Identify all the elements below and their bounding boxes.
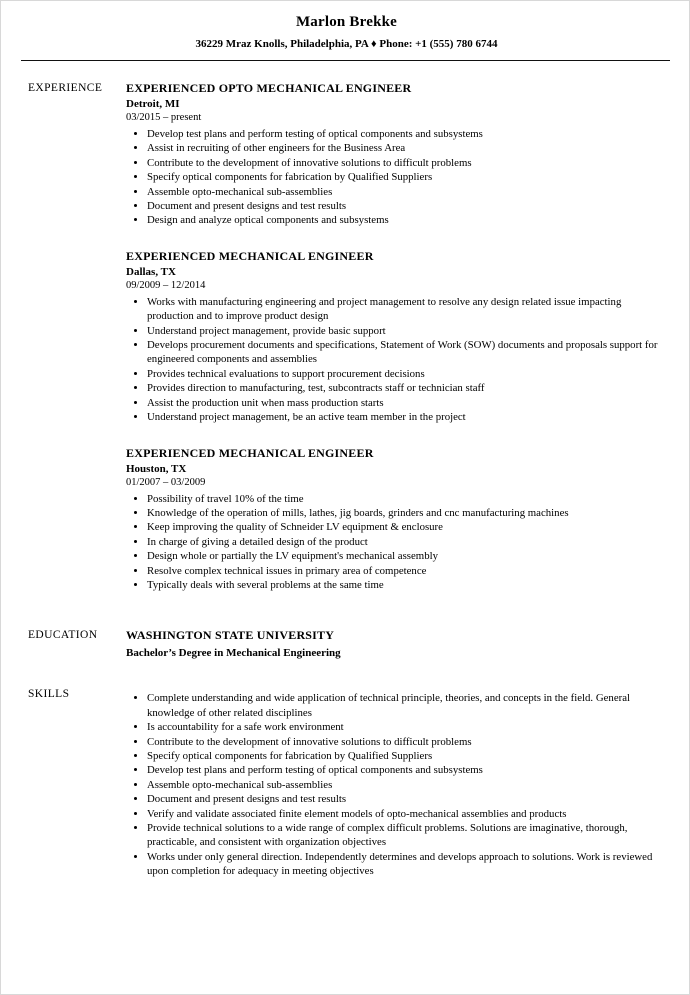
job-bullet-list <box>126 295 665 425</box>
bullet-item: • Resolve complex technical issues in primary area of competence <box>147 564 665 578</box>
experience-content <box>126 81 665 592</box>
bullet-item: • Verify and validate associated finite element models of opto-mechanical assemblies and products <box>147 807 665 821</box>
bullet-item: • Design whole or partially the LV equipment's mechanical assembly <box>147 549 665 563</box>
job-dates: 03/2015 – present <box>126 112 202 123</box>
bullet-item: • Contribute to the development of innovative solutions to difficult problems <box>147 156 665 170</box>
bullet-item: • Knowledge of the operation of mills, lathes, jig boards, grinders and cnc manufacturing machines <box>147 506 665 520</box>
bullet-item: • Keep improving the quality of Schneider LV equipment & enclosure <box>147 520 665 534</box>
bullet-item: • Specify optical components for fabrication by Qualified Suppliers <box>147 170 665 184</box>
section-label-skills: SKILLS <box>28 688 70 701</box>
job-entry <box>126 249 665 425</box>
bullet-item: • Document and present designs and test results <box>147 199 665 213</box>
job-bullet-list <box>126 492 665 593</box>
job-location: Houston, TX <box>126 462 187 475</box>
header-divider <box>21 60 670 61</box>
bullet-item: • Provides technical evaluations to support procurement decisions <box>147 367 665 381</box>
bullet-item: • Develop test plans and perform testing of optical components and subsystems <box>147 763 665 777</box>
bullet-item: • Complete understanding and wide application of technical principle, theories, and concepts in the field. General knowledge of other related disciplines <box>147 691 665 720</box>
experience-section <box>28 81 665 592</box>
bullet-item: • Typically deals with several problems at the same time <box>147 578 665 592</box>
degree-name: Bachelor’s Degree in Mechanical Engineering <box>126 647 341 660</box>
job-title: EXPERIENCED MECHANICAL ENGINEER <box>126 445 374 460</box>
skills-section <box>28 687 665 878</box>
bullet-item: • Assist the production unit when mass production starts <box>147 396 665 410</box>
job-location: Detroit, MI <box>126 98 180 110</box>
bullet-item: • Assemble opto-mechanical sub-assemblies <box>147 778 665 792</box>
bullet-item: • Develop test plans and perform testing of optical components and subsystems <box>147 127 665 141</box>
job-dates: 01/2007 – 03/2009 <box>126 476 206 488</box>
bullet-item: • Document and present designs and test results <box>147 792 665 806</box>
job-title: EXPERIENCED MECHANICAL ENGINEER <box>126 248 374 263</box>
bullet-item: • Possibility of travel 10% of the time <box>147 492 665 506</box>
job-entry <box>126 81 665 228</box>
bullet-item: • Develops procurement documents and specifications, Statement of Work (SOW) documents and proposals support for engineered components and assemblies <box>147 338 665 367</box>
bullet-item: • Provides direction to manufacturing, test, subcontracts staff or technician staff <box>147 381 665 395</box>
bullet-item: • Design and analyze optical components and subsystems <box>147 213 665 227</box>
job-entry <box>126 446 665 593</box>
skills-bullet-list <box>126 691 665 878</box>
bullet-item: • Assist in recruiting of other engineers for the Business Area <box>147 141 665 155</box>
bullet-item: • Understand project management, be an active team member in the project <box>147 410 665 424</box>
job-title: EXPERIENCED OPTO MECHANICAL ENGINEER <box>126 81 412 95</box>
bullet-item: • Contribute to the development of innovative solutions to difficult problems <box>147 735 665 749</box>
job-location: Dallas, TX <box>126 265 176 278</box>
job-dates: 09/2009 – 12/2014 <box>126 279 206 291</box>
bullet-item: • Understand project management, provide basic support <box>147 324 665 338</box>
bullet-item: • In charge of giving a detailed design of the product <box>147 535 665 549</box>
bullet-item: • Works with manufacturing engineering and project management to resolve any design related issue impacting production and to improve product design <box>147 295 665 324</box>
resume-header <box>28 14 665 50</box>
bullet-item: • Is accountability for a safe work environment <box>147 720 665 734</box>
bullet-item: • Provide technical solutions to a wide range of complex difficult problems. Solutions are imaginative, thorough, practicable, and consistent with organization objectives <box>147 821 665 850</box>
person-name: Marlon Brekke <box>295 14 398 30</box>
education-section <box>28 628 665 659</box>
section-label-experience: EXPERIENCE <box>28 82 103 94</box>
section-label-education: EDUCATION <box>28 629 98 642</box>
education-content <box>126 628 665 659</box>
job-bullet-list <box>126 127 665 228</box>
bullet-item: • Specify optical components for fabrication by Qualified Suppliers <box>147 749 665 763</box>
contact-line: 36229 Mraz Knolls, Philadelphia, PA ♦ Phone: +1 (555) 780 6744 <box>195 38 498 50</box>
bullet-item: • Assemble opto-mechanical sub-assemblies <box>147 185 665 199</box>
skills-content <box>126 687 665 878</box>
bullet-item: • Works under only general direction. Independently determines and develops approach to solutions. Work is reviewed upon completion for adequacy in meeting objectives <box>147 850 665 879</box>
school-name: WASHINGTON STATE UNIVERSITY <box>126 628 335 643</box>
